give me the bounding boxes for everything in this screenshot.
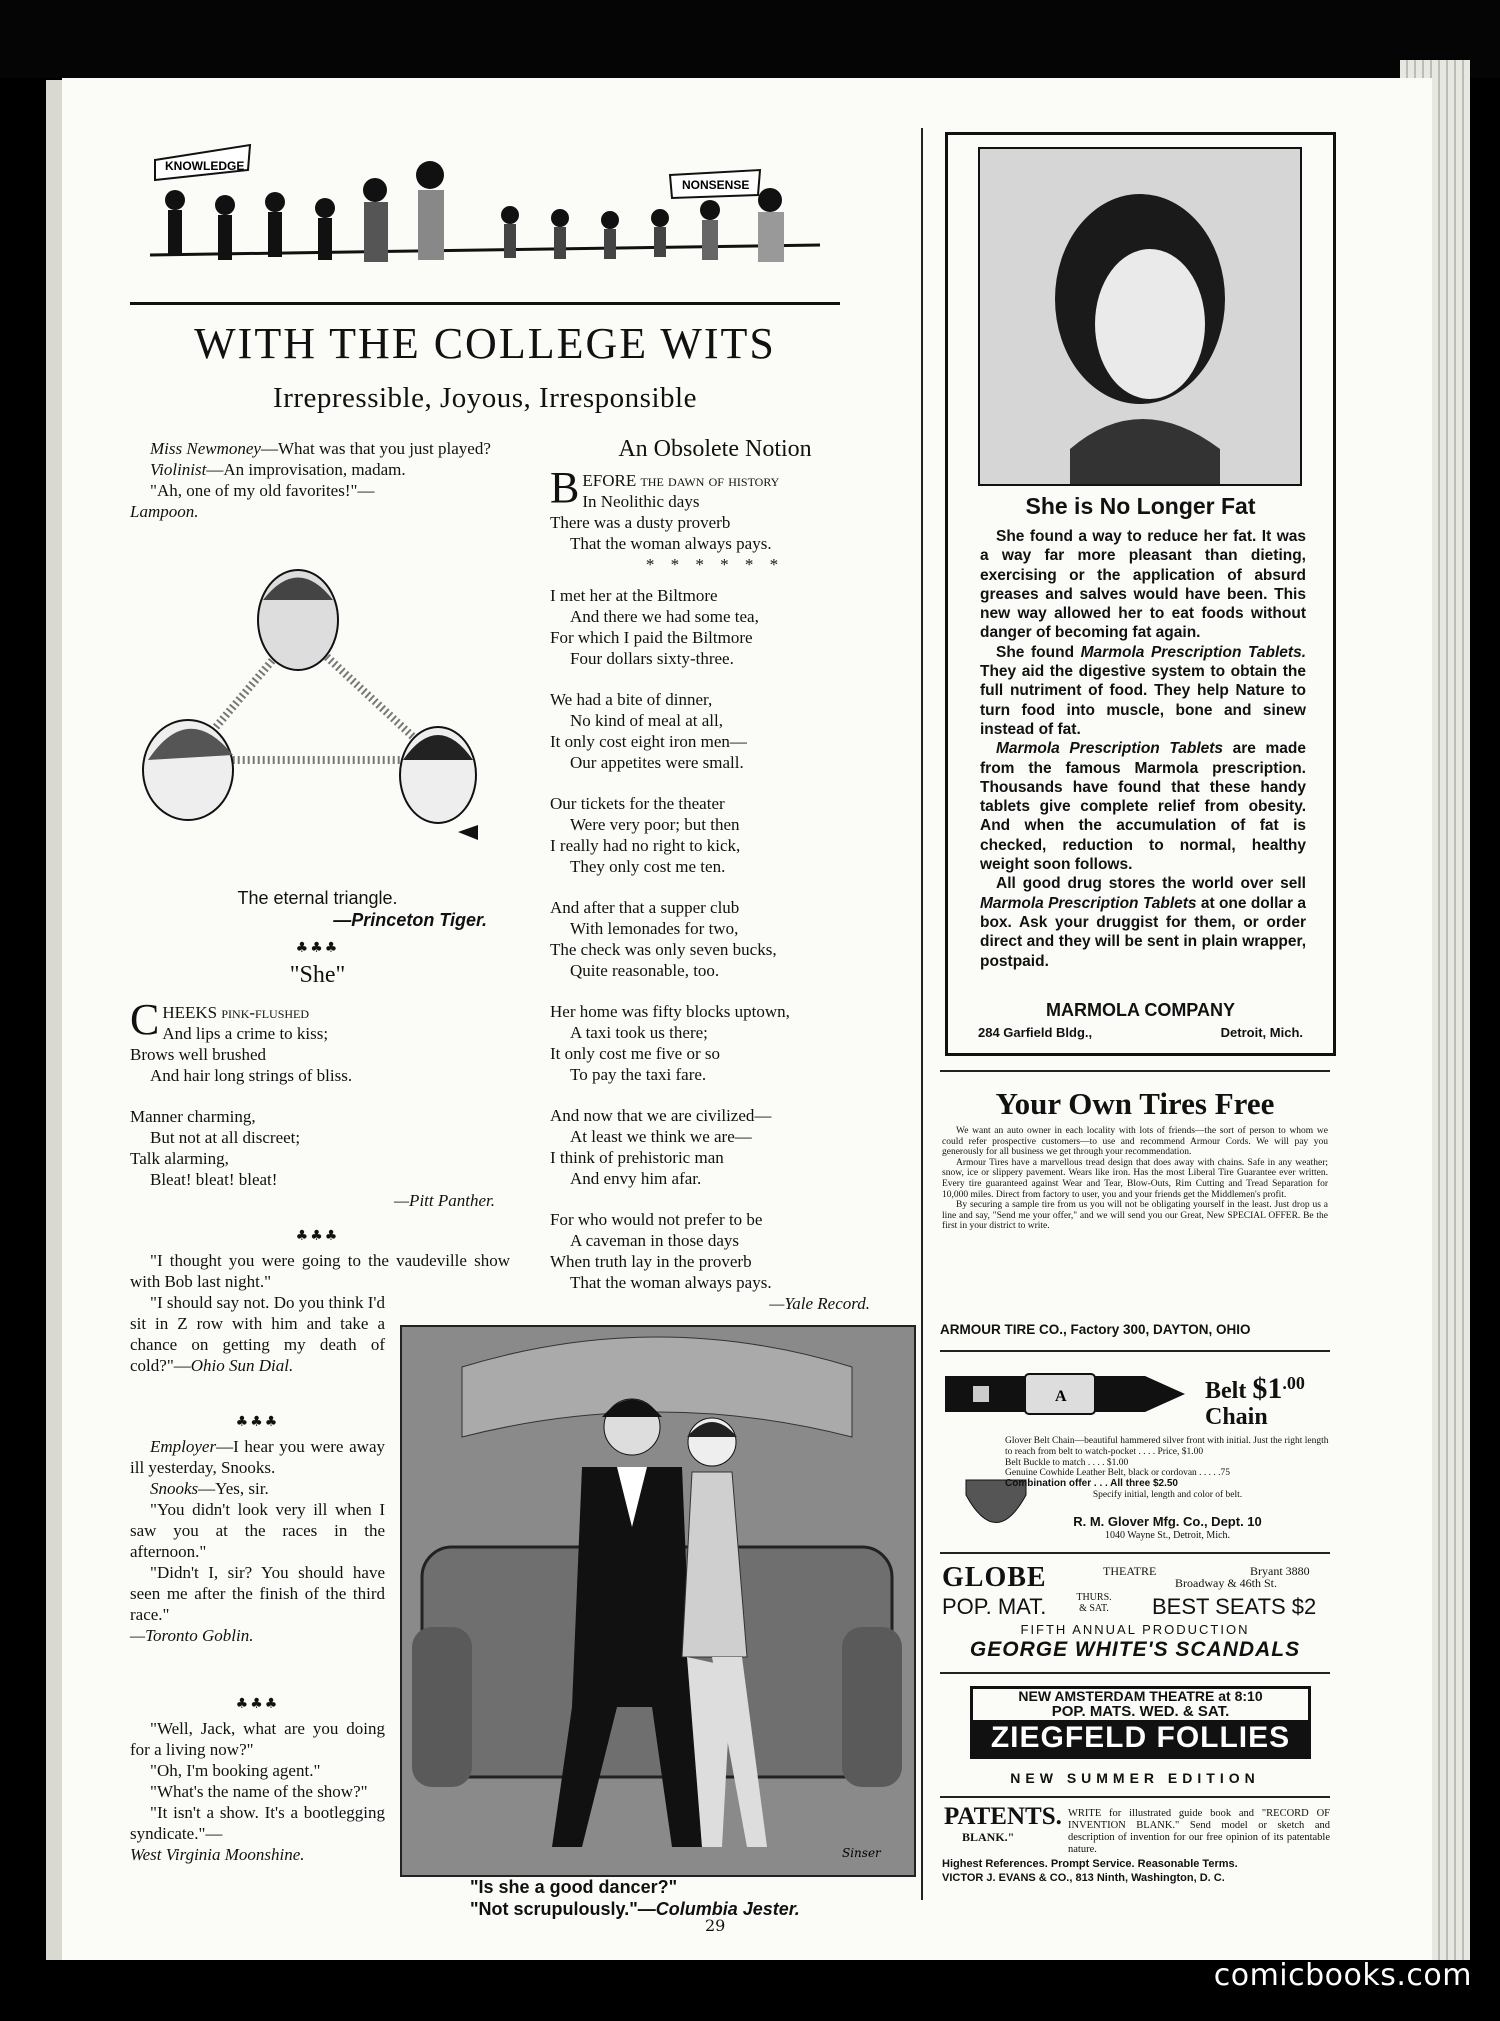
- page-subtitle: Irrepressible, Joyous, Irresponsible: [273, 382, 697, 414]
- poem-line: Bleat! bleat! bleat!: [150, 1170, 278, 1189]
- joke-source: Ohio Sun Dial.: [190, 1356, 294, 1375]
- poem-line: Quite reasonable, too.: [570, 961, 720, 980]
- separator: ♣♣♣: [235, 1696, 280, 1712]
- poem-she-title: "She": [289, 962, 346, 988]
- poem-line: EFORE the dawn of history: [582, 471, 780, 490]
- poem-line: A taxi took us there;: [570, 1023, 708, 1042]
- ad-divider: [940, 1552, 1330, 1554]
- speaker-employer: Employer: [150, 1437, 217, 1456]
- tires-body: [942, 1126, 1328, 1232]
- poem-line: But not at all discreet;: [150, 1128, 301, 1147]
- belt-price-block: [1205, 1370, 1335, 1430]
- caption-source: Columbia Jester.: [655, 1899, 800, 1919]
- belt-body: [1005, 1436, 1330, 1501]
- marmola-paragraph: She found a way to reduce her fat. It was a way far more pleasant than dieting, exercising or the application of absurd greases and salves would have been. This new way allowed her to eat foods without danger of becoming fat again.: [980, 528, 1306, 642]
- poem-line: I think of prehistoric man: [550, 1148, 724, 1167]
- triangle-caption: The eternal triangle.: [237, 888, 398, 908]
- poem-line: At least we think we are—: [570, 1127, 752, 1146]
- belt-initial: A: [1055, 1388, 1067, 1405]
- belt-chain-illustration: [945, 1370, 1190, 1418]
- separator: ♣♣♣: [295, 1228, 340, 1244]
- patents-headline: PATENTS.: [944, 1803, 1062, 1830]
- drop-cap: B: [550, 463, 580, 512]
- column-rule: [921, 128, 923, 1900]
- marmola-city: Detroit, Mich.: [1220, 1025, 1303, 1040]
- globe-show: GEORGE WHITE'S SCANDALS: [969, 1638, 1301, 1661]
- poem-line: That the woman always pays.: [570, 1273, 772, 1292]
- flag-nonsense-text: NONSENSE: [682, 178, 750, 192]
- scan-top-border: [0, 0, 1500, 78]
- joke-line: "Didn't I, sir? You should have seen me after the finish of the third race.": [130, 1563, 385, 1624]
- flag-knowledge-text: KNOWLEDGE: [165, 159, 245, 173]
- poem-line: A caveman in those days: [570, 1231, 740, 1250]
- joke-source: West Virginia Moonshine.: [130, 1845, 305, 1864]
- poem-line: No kind of meal at all,: [570, 711, 723, 730]
- caption-line: "Is she a good dancer?": [470, 1877, 678, 1897]
- poem-line: Brows well brushed: [130, 1045, 266, 1064]
- patents-footer: VICTOR J. EVANS & CO., 813 Ninth, Washington, D. C.: [942, 1872, 1225, 1884]
- poem-line: And hair long strings of bliss.: [150, 1066, 353, 1085]
- marmola-product: Marmola Prescription Tablets: [980, 894, 1197, 912]
- poem-line: Her home was fifty blocks uptown,: [550, 1002, 790, 1021]
- poem-line: There was a dusty proverb: [550, 513, 731, 532]
- patents-references: Highest References. Prompt Service. Reasonable Terms.: [942, 1858, 1238, 1870]
- joke-line: "I should say not. Do you think I'd sit in Z row with him and take a chance on getting my death of cold?"—: [130, 1293, 385, 1375]
- triangle-source: —Princeton Tiger.: [333, 910, 487, 930]
- chain-label: Chain: [1205, 1404, 1268, 1430]
- poem-line: They only cost me ten.: [570, 857, 726, 876]
- marmola-headline: She is No Longer Fat: [1025, 493, 1256, 519]
- joke-line: —What was that you just played?: [260, 439, 491, 458]
- belt-combination: Combination offer . . . All three $2.50: [1005, 1478, 1178, 1490]
- marmola-text: They aid the digestive system to obtain the full nutriment of food. They help Nature to turn food into muscle, bone and sinew instead of fat.: [980, 663, 1306, 738]
- ad-divider: [940, 1672, 1330, 1674]
- joke-vaudeville-part1: [130, 1250, 510, 1292]
- ad-divider: [940, 1350, 1330, 1352]
- marmola-text: She found: [996, 643, 1081, 661]
- poem-line: And lips a crime to kiss;: [162, 1024, 329, 1043]
- caption-line: "Not scrupulously."—: [470, 1899, 656, 1919]
- poem-line: When truth lay in the proverb: [550, 1252, 752, 1271]
- belt-line: Glover Belt Chain—beautiful hammered silver front with initial. Just the right length to reach from belt to watch-pocket . . . . Price, $1.00: [1005, 1436, 1329, 1457]
- marmola-product: Marmola Prescription Tablets: [996, 740, 1224, 758]
- poem-line: Manner charming,: [130, 1107, 256, 1126]
- joke-line: —An improvisation, madam.: [206, 460, 406, 479]
- page-title: WITH THE COLLEGE WITS: [194, 319, 776, 368]
- artist-signature: Sinser: [842, 1846, 881, 1860]
- joke-line: "What's the name of the show?": [150, 1782, 368, 1801]
- joke-source: —Toronto Goblin.: [130, 1626, 254, 1645]
- joke-source: Lampoon.: [130, 502, 199, 521]
- poem-line: In Neolithic days: [582, 492, 700, 511]
- joke-newmoney: [130, 438, 505, 522]
- marmola-company: MARMOLA COMPANY: [1046, 1000, 1235, 1020]
- globe-days: THURS. & SAT.: [1076, 1592, 1112, 1614]
- joke-line: "Ah, one of my old favorites!"—: [150, 481, 375, 500]
- globe-name: GLOBE: [942, 1562, 1047, 1593]
- poem-line: That the woman always pays.: [570, 534, 772, 553]
- belt-line: Genuine Cowhide Leather Belt, black or cordovan . . . . .75: [1005, 1468, 1231, 1479]
- belt-label: Belt: [1205, 1378, 1247, 1404]
- drop-cap: C: [130, 995, 160, 1044]
- poem-obsolete-notion: [550, 463, 880, 1314]
- belt-address: 1040 Wayne St., Detroit, Mich.: [1104, 1530, 1231, 1541]
- belt-company: R. M. Glover Mfg. Co., Dept. 10: [1073, 1514, 1262, 1529]
- poem-line: Four dollars sixty-three.: [570, 649, 734, 668]
- poem-line: We had a bite of dinner,: [550, 690, 713, 709]
- belt-cents: .00: [1282, 1373, 1305, 1393]
- page-number: 29: [705, 1916, 726, 1935]
- tires-paragraph: By securing a sample tire from us you will not be obligating yourself in the least. Just drop us a line and say, "Send me your offer," and we will send you our Great, New SPECIAL OFFER. Be the first in your district to write.: [942, 1200, 1328, 1232]
- ziegfeld-theatre: NEW AMSTERDAM THEATRE at 8:10: [1018, 1688, 1263, 1704]
- joke-line: "It isn't a show. It's a bootlegging syndicate."—: [130, 1803, 385, 1843]
- poem-line: Our tickets for the theater: [550, 794, 725, 813]
- marmola-text: All good drug stores the world over sell: [996, 875, 1306, 893]
- poem-line: And after that a supper club: [550, 898, 740, 917]
- joke-line: "Oh, I'm booking agent.": [150, 1761, 321, 1780]
- tires-footer: ARMOUR TIRE CO., Factory 300, DAYTON, OHIO: [940, 1322, 1251, 1337]
- poem-stars: * * * * * *: [645, 555, 785, 574]
- poem-line: With lemonades for two,: [570, 919, 739, 938]
- poem-line: To pay the taxi fare.: [570, 1065, 707, 1084]
- joke-employer: [130, 1436, 385, 1646]
- joke-line: —I hear you were away ill yesterday, Snooks.: [130, 1437, 385, 1477]
- separator: ♣♣♣: [235, 1414, 280, 1430]
- poem-line: Our appetites were small.: [570, 753, 744, 772]
- joke-line: —Yes, sir.: [198, 1479, 269, 1498]
- site-watermark: comicbooks.com: [1213, 1958, 1472, 1993]
- woman-portrait: [978, 147, 1302, 486]
- joke-line: "I thought you were going to the vaudeville show with Bob last night.": [130, 1251, 510, 1291]
- joke-line: "Well, Jack, what are you doing for a living now?": [130, 1719, 385, 1759]
- ad-divider: [940, 1070, 1330, 1072]
- ziegfeld-edition: NEW SUMMER EDITION: [1010, 1770, 1260, 1786]
- globe-phone: Bryant 3880: [1250, 1564, 1310, 1578]
- belt-line: Belt Buckle to match . . . . $1.00: [1005, 1457, 1129, 1468]
- patents-body: WRITE for illustrated guide book and "RECORD OF INVENTION BLANK." Send model or sketch and description of invention for our free opinion of its patentable nature.: [1068, 1808, 1330, 1855]
- ad-divider: [940, 1796, 1330, 1798]
- tires-paragraph: Armour Tires have a marvellous tread design that does away with chains. Safe in any weather; snow, ice or slippery pavement. Wears like iron. Has the most Liberal Tire Guarantee ever written. Every tire guaranteed against Wear and Tear, Blow-Outs, Rim Cutting and Tread Separation for 10,000 miles. Direct from factory to user, you and your friends get the Middlemen's profit.: [942, 1157, 1328, 1200]
- joke-vaudeville-part2: [130, 1292, 385, 1376]
- cartoon-caption: [470, 1876, 910, 1920]
- poem-line: I really had no right to kick,: [550, 836, 741, 855]
- patents-blank: BLANK.": [962, 1830, 1015, 1844]
- poem-line: It only cost eight iron men—: [550, 732, 747, 751]
- speaker-violinist: Violinist: [150, 460, 207, 479]
- ziegfeld-matinees: POP. MATS. WED. & SAT.: [1051, 1703, 1230, 1720]
- separator: ♣♣♣: [295, 940, 340, 956]
- poem-line: For who would not prefer to be: [550, 1210, 763, 1229]
- globe-matinee: POP. MAT.: [942, 1594, 1047, 1619]
- belt-line: Specify initial, length and color of belt.: [1092, 1489, 1243, 1500]
- tires-headline: Your Own Tires Free: [995, 1086, 1275, 1121]
- poem-line: And there we had some tea,: [570, 607, 759, 626]
- joke-booking-agent: [130, 1718, 385, 1865]
- poem-line: The check was only seven bucks,: [550, 940, 777, 959]
- speaker-miss-newmoney: Miss Newmoney: [150, 439, 261, 458]
- marmola-text: at one dollar a box. Ask your druggist for them, or order direct and they will be sent in plain wrapper, postpaid.: [980, 894, 1306, 970]
- poem-line: I met her at the Biltmore: [550, 586, 718, 605]
- globe-best-seats: BEST SEATS $2: [1152, 1594, 1317, 1619]
- ziegfeld-ad: [970, 1686, 1311, 1759]
- globe-theatre: THEATRE: [1103, 1564, 1157, 1578]
- belt-price: $1: [1252, 1372, 1283, 1405]
- tug-of-war-illustration: [130, 130, 840, 305]
- marmola-body: [980, 527, 1306, 971]
- poem-line: Talk alarming,: [130, 1149, 229, 1168]
- poem-line: And now that we are civilized—: [550, 1106, 772, 1125]
- ziegfeld-show: ZIEGFELD FOLLIES: [973, 1720, 1308, 1756]
- tires-paragraph: We want an auto owner in each locality with lots of friends—the sort of person to whom we could refer prospective customers—to use and recommend Armour Cords. We will pay you generously for all business we get through your recommendation.: [942, 1126, 1328, 1158]
- speaker-snooks: Snooks: [150, 1479, 199, 1498]
- poem-source: —Yale Record.: [769, 1294, 870, 1313]
- globe-production: FIFTH ANNUAL PRODUCTION: [1020, 1622, 1250, 1637]
- marmola-ad: [945, 132, 1336, 1056]
- marmola-address: 284 Garfield Bldg.,: [978, 1025, 1093, 1040]
- couch-cartoon: [400, 1325, 916, 1877]
- joke-line: "You didn't look very ill when I saw you at the races in the afternoon.": [130, 1500, 385, 1561]
- poem-line: It only cost me five or so: [550, 1044, 720, 1063]
- poem-obsolete-notion-title: An Obsolete Notion: [618, 436, 812, 462]
- globe-location: Broadway & 46th St.: [1175, 1576, 1277, 1590]
- poem-source: —Pitt Panther.: [393, 1191, 495, 1210]
- poem-she: [130, 995, 505, 1211]
- poem-line: Were very poor; but then: [570, 815, 740, 834]
- eternal-triangle-illustration: [128, 560, 508, 870]
- poem-line: HEEKS pink-flushed: [162, 1003, 310, 1022]
- marmola-product: Marmola Prescription Tablets.: [1080, 643, 1306, 661]
- binding-edge: [46, 80, 62, 1960]
- poem-line: For which I paid the Biltmore: [550, 628, 753, 647]
- poem-line: And envy him afar.: [570, 1169, 702, 1188]
- marmola-text: are made from the famous Marmola prescription. Thousands have found that these handy tablets give complete relief from obesity. And when the accumulation of fat is checked, reduction to normal, healthy weight soon follows.: [980, 740, 1306, 874]
